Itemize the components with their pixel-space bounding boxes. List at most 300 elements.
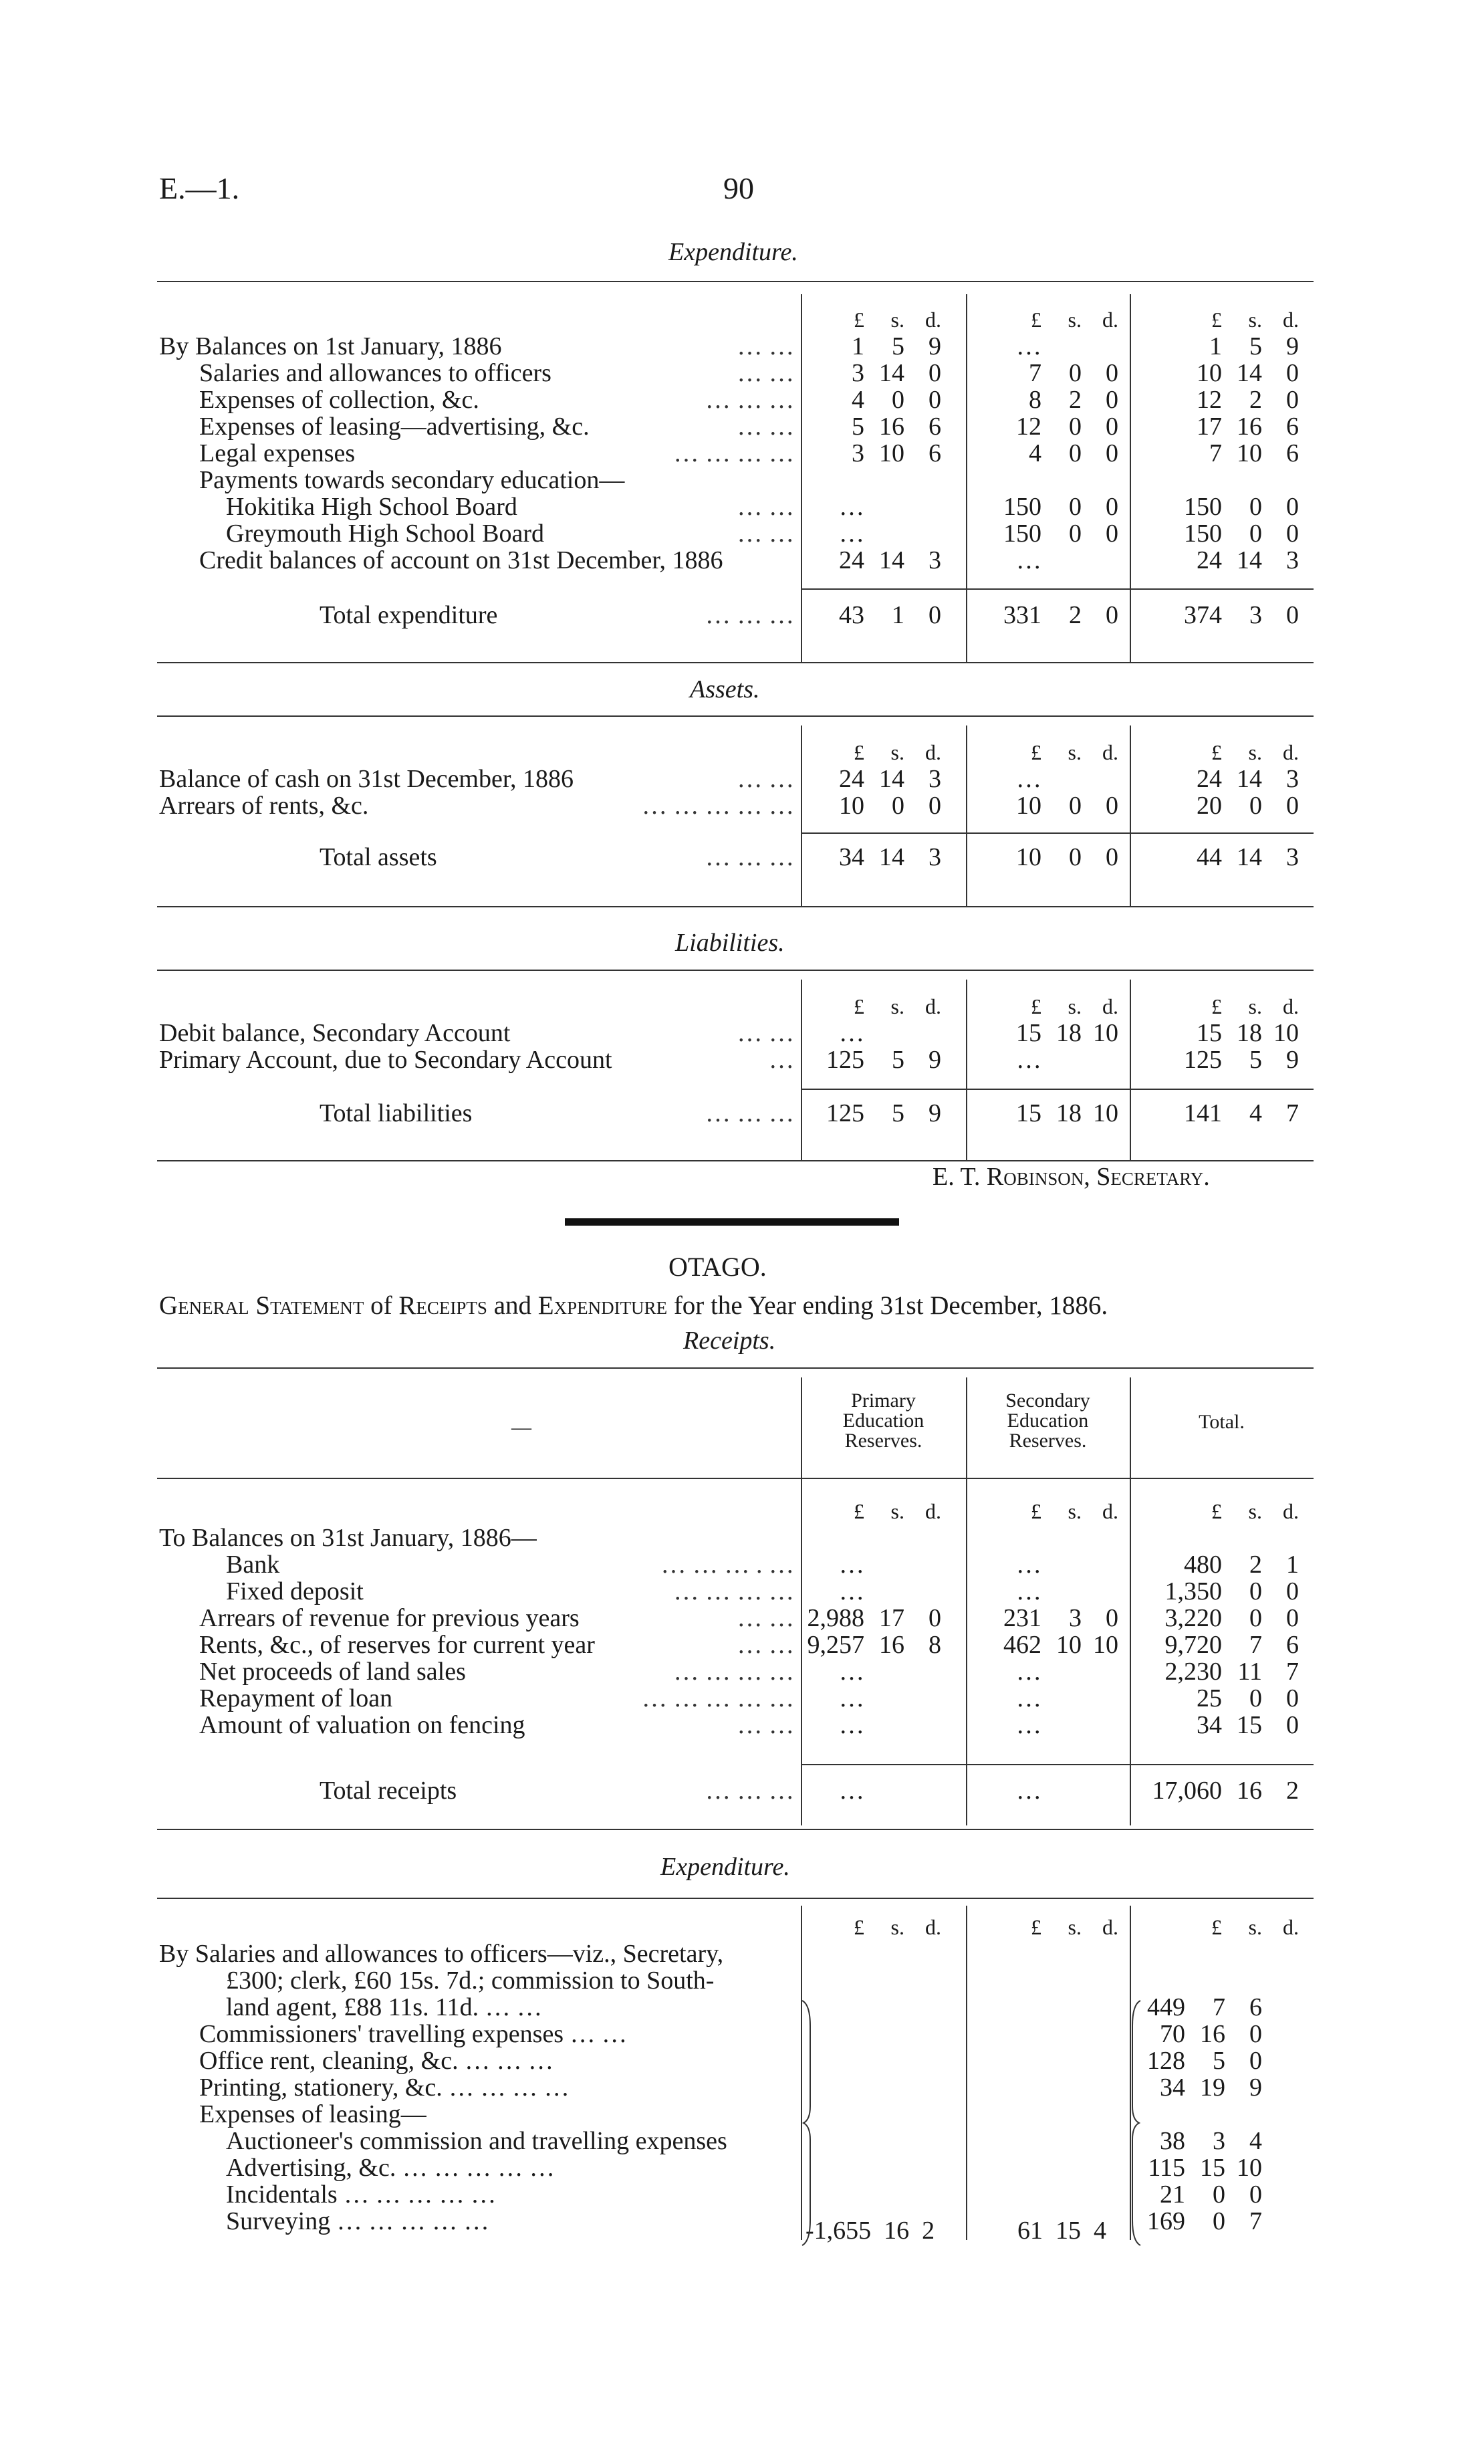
secondary-pounds: … — [1016, 1711, 1041, 1739]
unit-label: d. — [1283, 1915, 1299, 1939]
secondary-shillings: 3 — [1069, 1604, 1082, 1632]
total-shillings: 0 — [1249, 1604, 1262, 1632]
secondary-shillings — [1041, 1658, 1082, 1685]
assets-title: Assets. — [690, 675, 760, 703]
total-shillings: 5 — [1213, 2047, 1225, 2075]
row-label-text: Bank — [226, 1551, 280, 1579]
row-label-text: Payments towards secondary education— — [199, 466, 625, 494]
leader-dots: … … … … — [673, 1658, 794, 1686]
secondary-pence — [1082, 1777, 1118, 1804]
row-label — [159, 766, 794, 792]
secondary-shillings: 2 — [1069, 601, 1082, 629]
row-label — [159, 1525, 794, 1551]
unit-label: s. — [1068, 1915, 1082, 1939]
leader-dots: … … — [737, 1711, 794, 1739]
table-row — [159, 602, 1299, 629]
primary-pounds: … — [839, 1711, 864, 1739]
total-shillings: 14 — [1237, 359, 1262, 387]
unit-label: s. — [890, 308, 904, 332]
unit-label: £ — [1031, 1915, 1041, 1939]
table-row — [159, 1632, 1299, 1658]
page-ref: E.—1. — [159, 171, 240, 205]
unit-label: d. — [1102, 308, 1118, 332]
row-label — [159, 1578, 794, 1605]
unit-label: d. — [925, 1915, 941, 1939]
row-label-text: Hokitika High School Board — [226, 493, 517, 521]
primary-shillings — [864, 1525, 904, 1551]
otago-expenditure-title: Expenditure. — [660, 1853, 790, 1881]
total-shillings: 15 — [1200, 2154, 1225, 2182]
total-pounds: 12 — [1197, 386, 1222, 414]
unit-label: £ — [854, 994, 864, 1018]
primary-shillings: 14 — [879, 765, 904, 793]
units-row — [159, 306, 1299, 333]
units-row — [159, 993, 1299, 1020]
primary-pounds: … — [839, 1684, 864, 1712]
row-label-text: Total expenditure — [320, 601, 498, 629]
row-label — [159, 467, 794, 493]
table-row — [159, 1967, 1262, 1994]
primary-pounds: … — [839, 1577, 864, 1605]
table-row — [159, 2128, 1262, 2154]
secondary-shillings — [1041, 766, 1082, 792]
secondary-pounds: 12 — [1016, 413, 1041, 441]
total-pounds: 70 — [1160, 2020, 1185, 2048]
total-pence: 7 — [1286, 1658, 1299, 1686]
row-label — [159, 1020, 794, 1046]
leader-dots: … … … — [705, 601, 794, 629]
rule — [157, 662, 1314, 663]
total-shillings: 0 — [1249, 1684, 1262, 1712]
table-row — [159, 2101, 1262, 2128]
row-label — [159, 602, 794, 629]
secondary-pence — [1082, 547, 1118, 574]
row-label-text: Legal expenses — [199, 439, 356, 467]
total-pounds: 115 — [1148, 2154, 1185, 2182]
total-pence: 3 — [1286, 765, 1299, 793]
primary-pence — [904, 1658, 941, 1685]
unit-label: d. — [1102, 1499, 1118, 1523]
secondary-shillings: 0 — [1069, 413, 1082, 441]
row-label: Surveying … … … … … — [226, 2207, 489, 2235]
table-row — [159, 360, 1299, 386]
total-pence: 10 — [1237, 2154, 1262, 2182]
secondary-pounds — [968, 467, 1041, 493]
secondary-pence — [1082, 1685, 1118, 1712]
table-row — [159, 1525, 1299, 1551]
primary-pence: 9 — [929, 1099, 941, 1127]
unit-label: £ — [1031, 308, 1041, 332]
secondary-pounds: 231 — [1003, 1604, 1041, 1632]
primary-pounds: … — [839, 520, 864, 548]
total-shillings: 0 — [1213, 2207, 1225, 2235]
primary-pounds: … — [839, 1658, 864, 1686]
rule — [157, 715, 1314, 717]
total-pence: 9 — [1286, 332, 1299, 360]
primary-pence: 3 — [929, 765, 941, 793]
units-row — [159, 1498, 1299, 1525]
row-label — [159, 520, 794, 547]
westland-expenditure-table — [159, 306, 1299, 574]
secondary-pounds: 8 — [1029, 386, 1041, 414]
secondary-shillings — [1041, 1046, 1082, 1073]
total-pence — [1262, 1525, 1299, 1551]
table-row — [159, 413, 1299, 440]
row-label: land agent, £88 11s. 11d. … … — [226, 1993, 543, 2021]
unit-label: d. — [1283, 308, 1299, 332]
secondary-shillings — [1041, 1551, 1082, 1578]
total-shillings: 0 — [1249, 520, 1262, 548]
row-label-text: Total assets — [320, 843, 437, 871]
total-pounds: 21 — [1160, 2180, 1185, 2209]
total-shillings: 3 — [1213, 2127, 1225, 2155]
primary-shillings — [864, 1020, 904, 1046]
primary-shillings: 17 — [879, 1604, 904, 1632]
total-shillings — [1185, 1940, 1225, 1967]
leader-dots: … … — [737, 1019, 794, 1047]
row-label-text: Debit balance, Secondary Account — [159, 1019, 511, 1047]
statement-heading: General Statement of Receipts and Expenditure for the Year ending 31st December, 1886. — [159, 1291, 1108, 1320]
table-row — [159, 1605, 1299, 1632]
secondary-shillings — [1041, 1525, 1082, 1551]
total-pounds: 150 — [1184, 493, 1222, 521]
row-label: Incidentals … … … … … — [226, 2180, 497, 2209]
primary-pence — [904, 1578, 941, 1605]
leader-dots: … — [769, 1046, 794, 1074]
page-number: 90 — [723, 171, 754, 205]
total-pounds: 1 — [1209, 332, 1222, 360]
row-label-text: Credit balances of account on 31st December, 1886 — [199, 546, 723, 574]
total-pence: 3 — [1286, 843, 1299, 871]
unit-label: £ — [1211, 740, 1222, 764]
primary-shillings — [864, 520, 904, 547]
row-label — [159, 386, 794, 413]
secondary-shillings — [1041, 547, 1082, 574]
unit-label: £ — [854, 740, 864, 764]
table-row — [159, 1551, 1299, 1578]
rule — [801, 832, 1314, 834]
total-pence: 7 — [1249, 2207, 1262, 2235]
unit-label: d. — [1283, 994, 1299, 1018]
secondary-shillings — [1041, 1712, 1082, 1739]
total-pounds: 449 — [1147, 1993, 1185, 2021]
secondary-pounds: … — [1016, 1551, 1041, 1579]
total-pounds: 34 — [1160, 2074, 1185, 2102]
row-label: Advertising, &c. … … … … … — [226, 2154, 555, 2182]
rule — [157, 970, 1314, 971]
total-pence — [1262, 467, 1299, 493]
rule — [801, 588, 1314, 590]
primary-shillings — [864, 1551, 904, 1578]
leader-dots: … … … … — [673, 1577, 794, 1605]
secondary-pence — [1082, 1712, 1118, 1739]
unit-label: £ — [854, 1915, 864, 1939]
total-pence — [1225, 2101, 1262, 2128]
secondary-pounds: … — [1016, 1658, 1041, 1686]
total-pence: 0 — [1286, 792, 1299, 820]
row-label-text: Repayment of loan — [199, 1684, 393, 1712]
total-pounds: 24 — [1197, 546, 1222, 574]
total-pounds: 10 — [1197, 359, 1222, 387]
unit-label: s. — [1248, 740, 1262, 764]
total-pence: 0 — [1286, 386, 1299, 414]
secondary-pounds: … — [1016, 1684, 1041, 1712]
leader-dots: … … — [737, 520, 794, 548]
unit-label: £ — [854, 308, 864, 332]
total-pence: 0 — [1286, 493, 1299, 521]
total-shillings: 7 — [1249, 1631, 1262, 1659]
unit-label: s. — [1068, 994, 1082, 1018]
row-label — [159, 1658, 794, 1685]
total-shillings: 5 — [1249, 1046, 1262, 1074]
total-pounds: 25 — [1197, 1684, 1222, 1712]
primary-pence: 6 — [929, 413, 941, 441]
total-pence: 1 — [1286, 1551, 1299, 1579]
row-label-text: By Balances on 1st January, 1886 — [159, 332, 502, 360]
row-label — [159, 1605, 794, 1632]
table-row — [159, 2181, 1262, 2208]
leader-dots: … … … . … — [660, 1551, 794, 1579]
primary-shillings: 16 — [879, 413, 904, 441]
secondary-pence — [1082, 467, 1118, 493]
total-pence — [1225, 1967, 1262, 1994]
primary-shillings — [864, 1712, 904, 1739]
total-pounds: 150 — [1184, 520, 1222, 548]
table-row — [159, 792, 1299, 819]
total-pence: 2 — [1286, 1777, 1299, 1805]
unit-label: £ — [854, 1499, 864, 1523]
primary-pence: 0 — [929, 1604, 941, 1632]
total-pence: 9 — [1286, 1046, 1299, 1074]
primary-pence — [904, 493, 941, 520]
unit-label: s. — [1068, 308, 1082, 332]
total-shillings: 11 — [1237, 1658, 1262, 1686]
primary-pence: 3 — [929, 843, 941, 871]
unit-label: d. — [925, 994, 941, 1018]
secondary-pence — [1082, 1525, 1118, 1551]
total-pence: 0 — [1286, 520, 1299, 548]
primary-pounds — [801, 1525, 864, 1551]
total-shillings: 0 — [1249, 1577, 1262, 1605]
primary-pence — [904, 1685, 941, 1712]
total-shillings: 0 — [1213, 2180, 1225, 2209]
leader-dots: … … — [737, 332, 794, 360]
row-label-text: Fixed deposit — [226, 1577, 364, 1605]
header-total: Total. — [1199, 1411, 1245, 1433]
row-label — [159, 1685, 794, 1712]
primary-pence: 8 — [929, 1631, 941, 1659]
total-shillings — [1185, 2101, 1225, 2128]
total-pence: 0 — [1286, 1711, 1299, 1739]
liabilities-title: Liabilities. — [675, 929, 785, 957]
unit-label: s. — [890, 994, 904, 1018]
total-pounds: 15 — [1197, 1019, 1222, 1047]
secondary-shillings: 18 — [1056, 1099, 1082, 1127]
unit-label: £ — [1211, 1915, 1222, 1939]
total-shillings: 14 — [1237, 546, 1262, 574]
unit-label: £ — [1031, 994, 1041, 1018]
secondary-pounds: 462 — [1003, 1631, 1041, 1659]
unit-label: s. — [890, 1499, 904, 1523]
total-shillings: 0 — [1249, 493, 1262, 521]
primary-shillings — [864, 1777, 904, 1804]
primary-shillings — [864, 467, 904, 493]
total-pounds — [1115, 1967, 1185, 1994]
total-pounds: 38 — [1160, 2127, 1185, 2155]
secondary-pounds: … — [1016, 546, 1041, 574]
total-pence: 0 — [1249, 2047, 1262, 2075]
secondary-shillings: 18 — [1056, 1019, 1082, 1047]
unit-label: d. — [925, 308, 941, 332]
total-pounds — [1152, 467, 1222, 493]
primary-shillings: 14 — [879, 843, 904, 871]
rule — [157, 281, 1314, 282]
unit-label: s. — [890, 740, 904, 764]
row-label-text: Expenses of leasing—advertising, &c. — [199, 413, 590, 441]
secondary-shillings — [1041, 467, 1082, 493]
units-row — [159, 739, 1299, 766]
total-shillings: 19 — [1200, 2074, 1225, 2102]
total-pence: 6 — [1286, 439, 1299, 467]
total-shillings: 0 — [1249, 792, 1262, 820]
table-row — [159, 1777, 1299, 1804]
table-row — [159, 493, 1299, 520]
row-label-text: Rents, &c., of reserves for current year — [199, 1631, 595, 1659]
unit-label: d. — [1283, 740, 1299, 764]
unit-label: s. — [1068, 740, 1082, 764]
leader-dots: … … … — [705, 1099, 794, 1127]
secondary-pence — [1082, 1551, 1118, 1578]
row-label-text: Arrears of revenue for previous years — [199, 1604, 580, 1632]
unit-label: d. — [1102, 994, 1118, 1018]
total-shillings: 5 — [1249, 332, 1262, 360]
table-row — [159, 1100, 1299, 1127]
total-shillings: 2 — [1249, 386, 1262, 414]
secondary-pounds: 7 — [1029, 359, 1041, 387]
secondary-shillings: 0 — [1069, 359, 1082, 387]
expenditure-title: Expenditure. — [668, 238, 798, 266]
row-label — [159, 333, 794, 360]
table-row — [159, 2074, 1262, 2101]
unit-label: d. — [1102, 1915, 1118, 1939]
primary-shillings: 5 — [892, 1046, 904, 1074]
total-shillings: 2 — [1249, 1551, 1262, 1579]
row-label — [159, 1777, 794, 1804]
total-pounds: 480 — [1184, 1551, 1222, 1579]
unit-label: s. — [1068, 1499, 1082, 1523]
unit-label: £ — [1031, 740, 1041, 764]
primary-shillings: 10 — [879, 439, 904, 467]
secondary-pounds: 150 — [1003, 493, 1041, 521]
row-label-text: Salaries and allowances to officers — [199, 359, 551, 387]
total-pounds: 3,220 — [1164, 1604, 1222, 1632]
secondary-pence — [1082, 766, 1118, 792]
table-row — [159, 520, 1299, 547]
total-pounds: 141 — [1184, 1099, 1222, 1127]
primary-pounds: 4 — [852, 386, 864, 414]
primary-pounds: 3 — [852, 359, 864, 387]
rule — [157, 906, 1314, 907]
row-label-text: Expenses of collection, &c. — [199, 386, 479, 414]
total-pounds: 20 — [1197, 792, 1222, 820]
primary-shillings: 16 — [879, 1631, 904, 1659]
primary-pence — [904, 1525, 941, 1551]
westland-expenditure-total — [159, 602, 1299, 629]
total-pounds: 24 — [1197, 765, 1222, 793]
total-shillings: 15 — [1237, 1711, 1262, 1739]
rule — [157, 1478, 1314, 1479]
unit-label: s. — [1248, 1915, 1262, 1939]
table-row — [159, 766, 1299, 792]
total-pounds: 17 — [1197, 413, 1222, 441]
row-label — [159, 1712, 794, 1739]
westland-liabilities-total — [159, 1100, 1299, 1127]
secondary-pounds: … — [1016, 332, 1041, 360]
total-pence — [1225, 1940, 1262, 1967]
rule — [157, 1898, 1314, 1899]
unit-label: £ — [1211, 994, 1222, 1018]
row-label: Auctioneer's commission and travelling expenses — [226, 2127, 727, 2155]
primary-pounds: 1 — [852, 332, 864, 360]
westland-assets-table — [159, 739, 1299, 819]
unit-label: s. — [890, 1915, 904, 1939]
primary-pence: 6 — [929, 439, 941, 467]
total-shillings: 3 — [1249, 601, 1262, 629]
header-primary: Primary Education Reserves. — [842, 1389, 924, 1452]
primary-pounds: … — [839, 1777, 864, 1805]
primary-shillings: 14 — [879, 546, 904, 574]
secondary-pence: 0 — [1106, 1604, 1118, 1632]
total-pence: 6 — [1286, 413, 1299, 441]
table-row — [159, 467, 1299, 493]
secondary-pounds: 10 — [1016, 792, 1041, 820]
unit-label: £ — [1211, 1499, 1222, 1523]
secondary-pounds: 15 — [1016, 1099, 1041, 1127]
units-row — [159, 1914, 1299, 1940]
primary-shillings — [864, 1578, 904, 1605]
leader-dots: … … — [737, 493, 794, 521]
row-label: Commissioners' travelling expenses … … — [199, 2020, 628, 2048]
otago-receipts-total — [159, 1777, 1299, 1804]
rule — [157, 1160, 1314, 1161]
secondary-shillings — [1041, 1777, 1082, 1804]
table-row — [159, 1020, 1299, 1046]
primary-pounds: 125 — [826, 1099, 864, 1127]
secondary-pounds: … — [1016, 765, 1041, 793]
primary-pounds: 125 — [826, 1046, 864, 1074]
leader-dots: … … … — [705, 1777, 794, 1805]
primary-pounds: 24 — [839, 546, 864, 574]
leader-dots: … … — [737, 1604, 794, 1632]
primary-shillings: 1 — [892, 601, 904, 629]
total-shillings: 16 — [1237, 1777, 1262, 1805]
secondary-pence: 10 — [1093, 1099, 1118, 1127]
row-label: Printing, stationery, &c. … … … … — [199, 2074, 570, 2102]
primary-shillings: 14 — [879, 359, 904, 387]
leader-dots: … … … … … — [642, 792, 794, 820]
secondary-pence: 0 — [1106, 601, 1118, 629]
section-divider — [565, 1218, 899, 1226]
total-pence: 3 — [1286, 546, 1299, 574]
table-row — [159, 2021, 1262, 2047]
table-row — [159, 1994, 1262, 2021]
unit-label: s. — [1248, 308, 1262, 332]
bracket-primary-total: -1,655 16 2 — [806, 2217, 935, 2245]
secondary-pence: 0 — [1106, 792, 1118, 820]
row-label-text: Net proceeds of land sales — [199, 1658, 466, 1686]
unit-label: s. — [1248, 1499, 1262, 1523]
row-label — [159, 360, 794, 386]
